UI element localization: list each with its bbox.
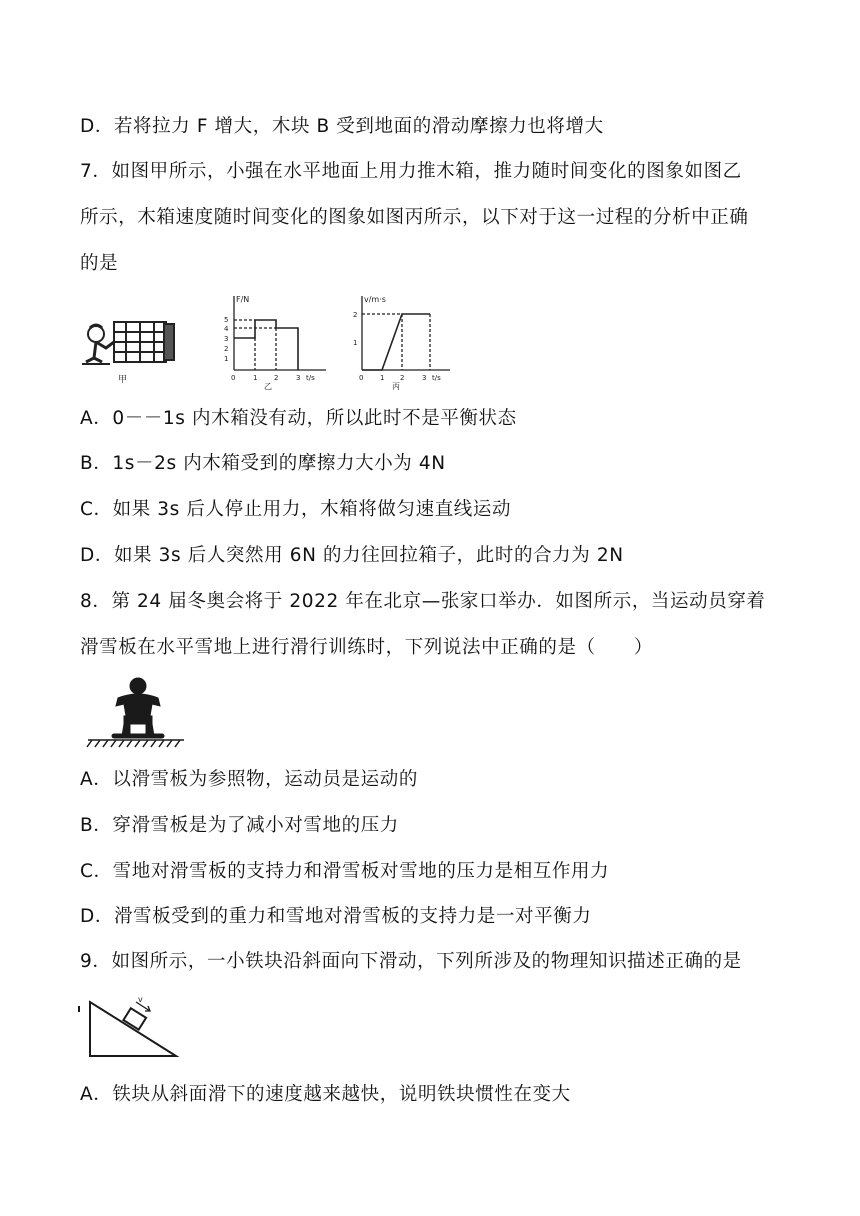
velocity-label: v bbox=[138, 995, 143, 1004]
wooden-box-illustration bbox=[114, 322, 174, 362]
force-tick-2: 2 bbox=[224, 345, 229, 353]
force-tick-4: 4 bbox=[224, 325, 229, 333]
q8-stem-line-1: 8．第 24 届冬奥会将于 2022 年在北京—张家口举办．如图所示，当运动员穿着 bbox=[80, 591, 766, 612]
snow-ground-hatching bbox=[87, 740, 184, 747]
iron-block bbox=[123, 1008, 146, 1029]
q8-option-a: A．以滑雪板为参照物，运动员是运动的 bbox=[80, 769, 418, 790]
velocity-graph-curve bbox=[362, 314, 430, 370]
skier-illustration bbox=[112, 678, 164, 738]
figure-label-yi: 乙 bbox=[264, 382, 272, 390]
force-tick-5: 5 bbox=[224, 316, 229, 324]
q9-incline-figure bbox=[76, 994, 182, 1064]
q7-option-b: B．1s－2s 内木箱受到的摩擦力大小为 4N bbox=[80, 453, 446, 474]
velocity-t-tick-3: 3 bbox=[422, 374, 427, 382]
person-pushing-illustration bbox=[82, 325, 114, 364]
force-t-tick-1: 1 bbox=[253, 374, 258, 382]
force-tick-3: 3 bbox=[224, 335, 229, 343]
q8-option-d: D．滑雪板受到的重力和雪地对滑雪板的支持力是一对平衡力 bbox=[80, 906, 592, 927]
q8-skier-figure bbox=[86, 676, 186, 748]
force-t-tick-2: 2 bbox=[274, 374, 279, 382]
q7-option-a: A．0－－1s 内木箱没有动，所以此时不是平衡状态 bbox=[80, 408, 517, 429]
velocity-graph-axis-label: v/m·s bbox=[364, 295, 386, 304]
velocity-t-tick-0: 0 bbox=[359, 374, 364, 382]
force-tick-1: 1 bbox=[224, 355, 229, 363]
q7-stem-line-3: 的是 bbox=[80, 253, 119, 274]
velocity-t-tick-1: 1 bbox=[380, 374, 385, 382]
q7-figure-yi-force-graph bbox=[222, 290, 332, 390]
q7-option-c: C．如果 3s 后人停止用力，木箱将做匀速直线运动 bbox=[80, 499, 512, 520]
force-t-axis-label: t/s bbox=[306, 374, 315, 382]
velocity-tick-2: 2 bbox=[353, 311, 358, 319]
velocity-t-axis-label: t/s bbox=[432, 374, 441, 382]
q9-option-a: A．铁块从斜面滑下的速度越来越快，说明铁块惯性在变大 bbox=[80, 1084, 571, 1105]
q7-figure-jia bbox=[80, 318, 182, 390]
velocity-t-tick-2: 2 bbox=[400, 374, 405, 382]
figure-label-jia: 甲 bbox=[118, 375, 128, 385]
force-graph-axis-label: F/N bbox=[236, 295, 250, 304]
figure-label-bing: 丙 bbox=[392, 382, 400, 390]
force-t-tick-0: 0 bbox=[231, 374, 236, 382]
q9-stem-line-1: 9．如图所示，一小铁块沿斜面向下滑动，下列所涉及的物理知识描述正确的是 bbox=[80, 951, 742, 972]
q8-option-b: B．穿滑雪板是为了减小对雪地的压力 bbox=[80, 815, 399, 836]
q7-stem-line-2: 所示，木箱速度随时间变化的图象如图丙所示，以下对于这一过程的分析中正确 bbox=[80, 207, 749, 228]
q6-option-d: D．若将拉力 F 增大，木块 B 受到地面的滑动摩擦力也将增大 bbox=[80, 116, 604, 137]
q8-stem-line-2: 滑雪板在水平雪地上进行滑行训练时，下列说法中正确的是（ ） bbox=[80, 637, 654, 658]
velocity-tick-1: 1 bbox=[353, 339, 358, 347]
q7-option-d: D．如果 3s 后人突然用 6N 的力往回拉箱子，此时的合力为 2N bbox=[80, 545, 624, 566]
q8-option-c: C．雪地对滑雪板的支持力和滑雪板对雪地的压力是相互作用力 bbox=[80, 861, 610, 882]
q7-figure-bing-velocity-graph bbox=[350, 290, 456, 390]
q7-stem-line-1: 7．如图甲所示，小强在水平地面上用力推木箱，推力随时间变化的图象如图乙 bbox=[80, 161, 742, 182]
force-t-tick-3: 3 bbox=[296, 374, 301, 382]
